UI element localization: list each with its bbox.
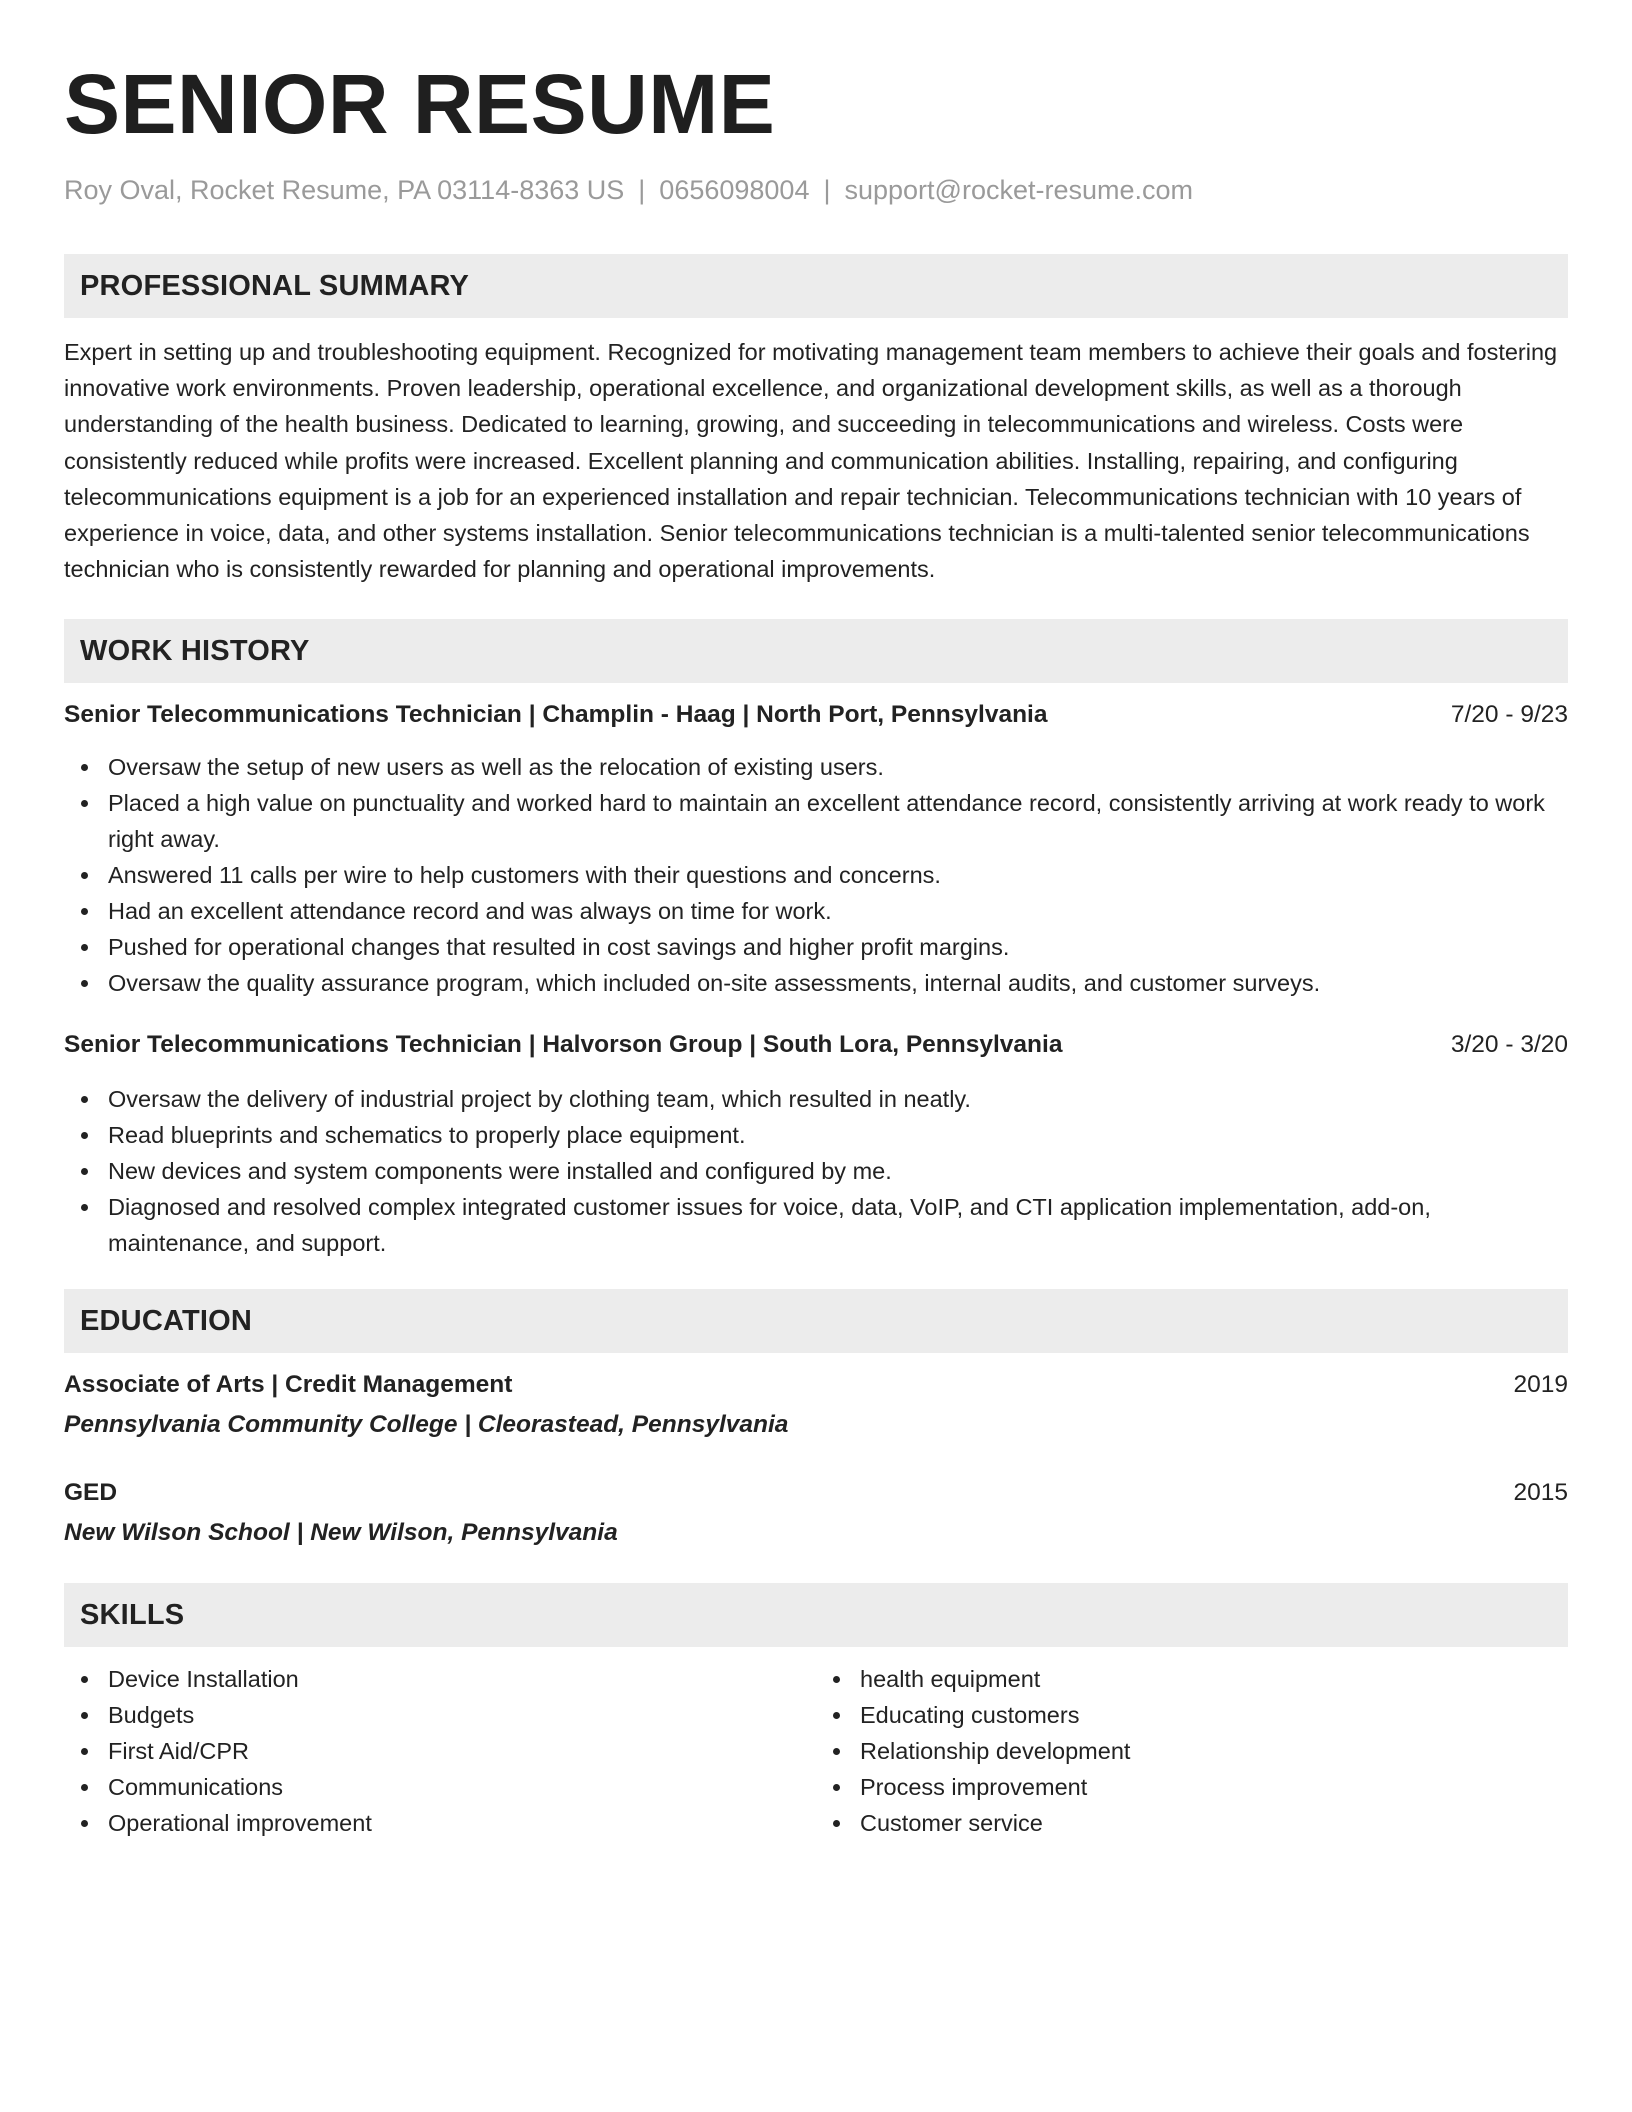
- contact-separator: |: [823, 175, 831, 205]
- job-header: [64, 697, 1568, 733]
- skill-item: health equipment: [816, 1661, 1568, 1697]
- skills-column-right-list: [816, 1661, 1568, 1841]
- resume-title: SENIOR RESUME: [64, 57, 776, 151]
- job-dates: 3/20 - 3/20: [1450, 1031, 1568, 1059]
- education-entry: [64, 1475, 1568, 1551]
- summary-section-header: PROFESSIONAL SUMMARY: [64, 254, 1568, 318]
- education-header: [64, 1367, 1568, 1403]
- job-bullet: Had an excellent attendance record and was always on time for work.: [64, 893, 1568, 929]
- job-bullet: Answered 11 calls per wire to help customers with their questions and concerns.: [64, 857, 1568, 893]
- job-bullet: Read blueprints and schematics to properly place equipment.: [64, 1117, 1568, 1153]
- job-entry: [64, 697, 1568, 1001]
- skill-item: Device Installation: [64, 1661, 816, 1697]
- job-bullet: Diagnosed and resolved complex integrated customer issues for voice, data, VoIP, and CTI application implementation, add-on, maintenance, and support.: [64, 1189, 1568, 1261]
- job-entry: [64, 1027, 1568, 1261]
- job-bullet: Oversaw the setup of new users as well as the relocation of existing users.: [64, 749, 1568, 785]
- skill-item: Educating customers: [816, 1697, 1568, 1733]
- education-year: 2019: [1513, 1371, 1568, 1399]
- education-school: Pennsylvania Community College | Cleorastead, Pennsylvania: [64, 1411, 789, 1439]
- contact-email: support@rocket-resume.com: [844, 175, 1194, 205]
- job-title: Senior Telecommunications Technician | Champlin - Haag | North Port, Pennsylvania: [64, 701, 1048, 729]
- skill-item: Budgets: [64, 1697, 816, 1733]
- job-bullet: Pushed for operational changes that resulted in cost savings and higher profit margins.: [64, 929, 1568, 965]
- job-dates: 7/20 - 9/23: [1450, 701, 1568, 729]
- job-title: Senior Telecommunications Technician | Halvorson Group | South Lora, Pennsylvania: [64, 1031, 1063, 1059]
- education-header: [64, 1475, 1568, 1511]
- skills-section-header: SKILLS: [64, 1583, 1568, 1647]
- job-header: [64, 1027, 1568, 1063]
- skill-item: Customer service: [816, 1805, 1568, 1841]
- skill-item: Relationship development: [816, 1733, 1568, 1769]
- job-bullet: Oversaw the quality assurance program, which included on-site assessments, internal audits, and customer surveys.: [64, 965, 1568, 1001]
- skills-column-left-list: [64, 1661, 816, 1841]
- job-bullet: New devices and system components were installed and configured by me.: [64, 1153, 1568, 1189]
- skill-item: Communications: [64, 1769, 816, 1805]
- contact-separator: |: [638, 175, 646, 205]
- summary-text: Expert in setting up and troubleshooting equipment. Recognized for motivating management team members to achieve their goals and fostering innovative work environments. Proven leadership, operational excellence, and organizational development skills, as well as a thorough understanding of the health business. Dedicated to learning, growing, and succeeding in telecommunications and wireless. Costs were consistently reduced while profits were increased. Excellent planning and communication abilities. Installing, repairing, and configuring telecommunications equipment is a job for an experienced installation and repair technician. Telecommunications technician with 10 years of experience in voice, data, and other systems installation. Senior telecommunications technician is a multi-talented senior telecommunications technician who is consistently rewarded for planning and operational improvements.: [64, 339, 1558, 583]
- job-bullets: [64, 749, 1568, 1001]
- work-history-section-header: WORK HISTORY: [64, 619, 1568, 683]
- skill-item: First Aid/CPR: [64, 1733, 816, 1769]
- education-degree: Associate of Arts | Credit Management: [64, 1371, 513, 1399]
- education-entry: [64, 1367, 1568, 1443]
- skill-item: Operational improvement: [64, 1805, 816, 1841]
- skills-list: [64, 1661, 1568, 1841]
- contact-line: [64, 172, 1568, 208]
- education-school: New Wilson School | New Wilson, Pennsylvania: [64, 1519, 618, 1547]
- skill-item: Process improvement: [816, 1769, 1568, 1805]
- contact-address: Roy Oval, Rocket Resume, PA 03114-8363 US: [64, 175, 625, 205]
- job-bullet: Oversaw the delivery of industrial project by clothing team, which resulted in neatly.: [64, 1081, 1568, 1117]
- education-degree: GED: [64, 1479, 118, 1507]
- skills-column-left: [64, 1661, 816, 1841]
- education-year: 2015: [1513, 1479, 1568, 1507]
- skills-column-right: [816, 1661, 1568, 1841]
- contact-phone: 0656098004: [659, 175, 810, 205]
- education-section-header: EDUCATION: [64, 1289, 1568, 1353]
- job-bullet: Placed a high value on punctuality and worked hard to maintain an excellent attendance record, consistently arriving at work ready to work right away.: [64, 785, 1568, 857]
- job-bullets: [64, 1081, 1568, 1261]
